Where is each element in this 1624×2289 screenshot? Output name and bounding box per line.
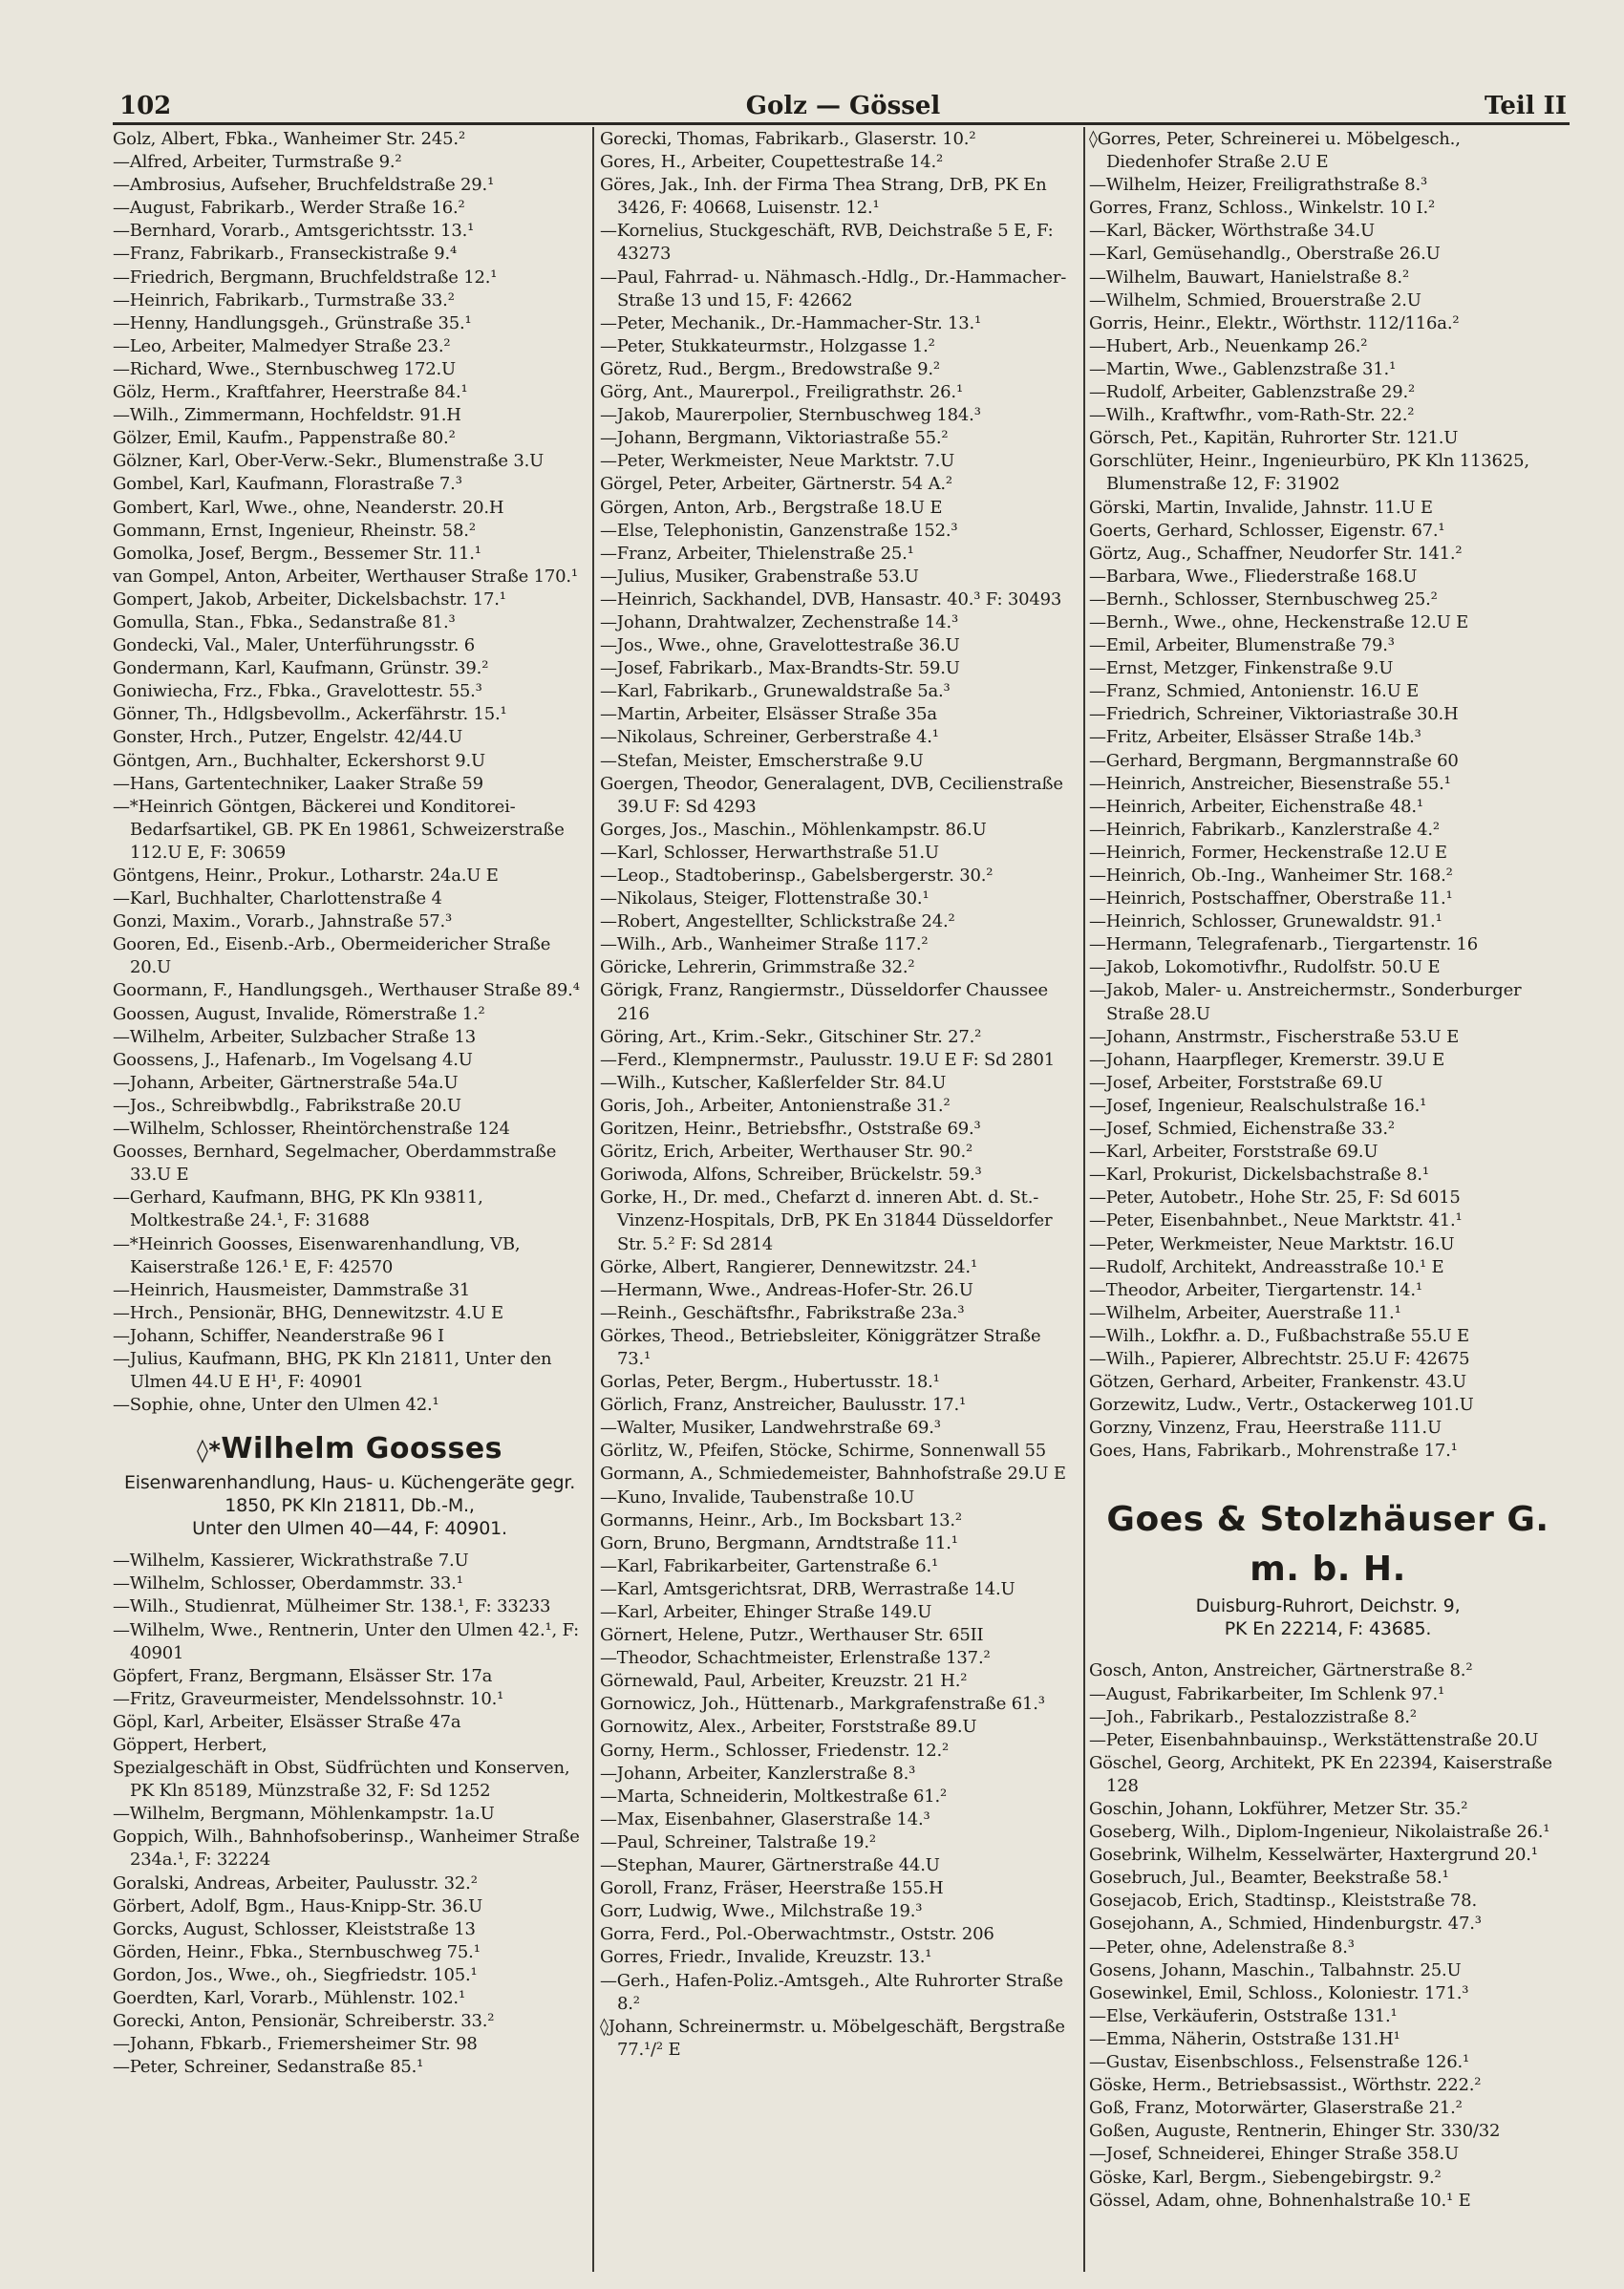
directory-entry: Gorres, Franz, Schloss., Winkelstr. 10 I.² bbox=[1089, 198, 1436, 219]
directory-entry: Gonzi, Maxim., Vorarb., Jahnstraße 57.³ bbox=[113, 911, 452, 932]
directory-entry: —Theodor, Schachtmeister, Erlenstraße 137.² bbox=[600, 1648, 991, 1669]
directory-entry: Göretz, Rud., Bergm., Bredowstraße 9.² bbox=[600, 358, 940, 379]
directory-entry: —Walter, Musiker, Landwehrstraße 69.³ bbox=[600, 1418, 941, 1439]
directory-entry: —Wilh., Studienrat, Mülheimer Str. 138.¹, F: 33233 bbox=[113, 1596, 551, 1617]
directory-entry: —Gustav, Eisenbschloss., Felsenstraße 126.¹ bbox=[1089, 2052, 1469, 2073]
directory-entry: —Peter, Autobetr., Hohe Str. 25, F: Sd 6015 bbox=[1089, 1187, 1461, 1209]
entry-list bbox=[1089, 128, 1567, 1463]
directory-entry: —Karl, Prokurist, Dickelsbachstraße 8.¹ bbox=[1089, 1165, 1429, 1186]
directory-entry: Goseberg, Wilh., Diplom-Ingenieur, Nikolaistraße 26.¹ bbox=[1089, 1822, 1550, 1843]
directory-entry: —Rudolf, Arbeiter, Gablenzstraße 29.² bbox=[1089, 382, 1415, 403]
directory-entry: —Wilh., Kutscher, Kaßlerfelder Str. 84.U bbox=[600, 1072, 947, 1093]
directory-entry: Goormann, F., Handlungsgeh., Werthauser Straße 89.⁴ bbox=[113, 980, 580, 1001]
directory-entry: Goosses, Bernhard, Segelmacher, Oberdammstraße 33.U E bbox=[113, 1142, 557, 1186]
directory-entry: —Wilhelm, Wwe., Rentnerin, Unter den Ulmen 42.¹, F: 40901 bbox=[113, 1619, 580, 1663]
directory-entry: Görigk, Franz, Rangiermstr., Düsseldorfer Chaussee 216 bbox=[600, 980, 1048, 1024]
directory-entry: —Kuno, Invalide, Taubenstraße 10.U bbox=[600, 1487, 915, 1508]
directory-entry: —Johann, Arbeiter, Kanzlerstraße 8.³ bbox=[600, 1763, 916, 1784]
directory-entry: —Wilhelm, Schmied, Brouerstraße 2.U bbox=[1089, 289, 1421, 310]
directory-entry: —Wilhelm, Bauwart, Hanielstraße 8.² bbox=[1089, 267, 1409, 288]
directory-entry: —Josef, Schneiderei, Ehinger Straße 358.U bbox=[1089, 2144, 1459, 2165]
directory-entry: —Marta, Schneiderin, Moltkestraße 61.² bbox=[600, 1786, 948, 1807]
directory-entry: Götzen, Gerhard, Arbeiter, Frankenstr. 43.U bbox=[1089, 1372, 1466, 1393]
directory-entry: Gorr, Ludwig, Wwe., Milchstraße 19.³ bbox=[600, 1901, 923, 1922]
directory-entry: —Wilhelm, Schlosser, Oberdammstr. 33.¹ bbox=[113, 1573, 463, 1594]
directory-entry: Gölz, Herm., Kraftfahrer, Heerstraße 84.¹ bbox=[113, 382, 468, 403]
directory-entry: —Karl, Gemüsehandlg., Oberstraße 26.U bbox=[1089, 244, 1441, 265]
directory-entry: Gorlas, Peter, Bergm., Hubertusstr. 18.¹ bbox=[600, 1372, 940, 1393]
directory-entry: Göricke, Lehrerin, Grimmstraße 32.² bbox=[600, 957, 915, 978]
directory-entry: Görgen, Anton, Arb., Bergstraße 18.U E bbox=[600, 497, 943, 518]
directory-entry: ◊Gorres, Peter, Schreinerei u. Möbelgesch., Diedenhofer Straße 2.U E bbox=[1089, 129, 1461, 173]
directory-entry: Goßen, Auguste, Rentnerin, Ehinger Str. 330/32 bbox=[1089, 2121, 1501, 2142]
directory-column-1 bbox=[113, 128, 587, 2278]
directory-entry: Gormanns, Heinr., Arb., Im Bocksbart 13.² bbox=[600, 1509, 962, 1530]
directory-entry: —Peter, Werkmeister, Neue Marktstr. 7.U bbox=[600, 451, 955, 472]
directory-entry: —*Heinrich Göntgen, Bäckerei und Konditorei-Bedarfsartikel, GB. PK En 19861, Schweizerstraße 112.U E, F: 30659 bbox=[113, 796, 565, 863]
directory-entry: Gorny, Herm., Schlosser, Friedenstr. 12.² bbox=[600, 1740, 950, 1761]
directory-entry: Gommann, Ernst, Ingenieur, Rheinstr. 58.² bbox=[113, 520, 476, 541]
directory-entry: Görke, Albert, Rangierer, Dennewitzstr. 24.¹ bbox=[600, 1256, 977, 1277]
directory-entry: Gompert, Jakob, Arbeiter, Dickelsbachstr. 17.¹ bbox=[113, 588, 506, 610]
directory-entry: Gosejacob, Erich, Stadtinsp., Kleiststraße 78. bbox=[1089, 1891, 1477, 1912]
directory-entry: Göschel, Georg, Architekt, PK En 22394, Kaiserstraße 128 bbox=[1089, 1752, 1552, 1796]
directory-entry: Gorris, Heinr., Elektr., Wörthstr. 112/116a.² bbox=[1089, 312, 1460, 333]
directory-entry: —Heinrich, Ob.-Ing., Wanheimer Str. 168.² bbox=[1089, 866, 1453, 886]
directory-entry: —Wilh., Zimmermann, Hochfeldstr. 91.H bbox=[113, 405, 461, 426]
directory-entry: —Jos., Wwe., ohne, Gravelottestraße 36.U bbox=[600, 635, 960, 656]
directory-entry: Gomulla, Stan., Fbka., Sedanstraße 81.³ bbox=[113, 611, 456, 632]
entry-list bbox=[600, 128, 1078, 2062]
directory-entry: Gornowitz, Alex., Arbeiter, Forststraße 89.U bbox=[600, 1717, 977, 1738]
directory-entry: —Karl, Bäcker, Wörthstraße 34.U bbox=[1089, 221, 1376, 242]
directory-entry: —Kornelius, Stuckgeschäft, RVB, Deichstraße 5 E, F: 43273 bbox=[600, 221, 1054, 265]
header-rule bbox=[113, 122, 1570, 125]
directory-entry: —Josef, Ingenieur, Realschulstraße 16.¹ bbox=[1089, 1095, 1427, 1116]
directory-entry: —Karl, Schlosser, Herwarthstraße 51.U bbox=[600, 842, 939, 863]
directory-entry: Görlich, Franz, Anstreicher, Baulusstr. 17.¹ bbox=[600, 1395, 966, 1416]
directory-entry: Goroll, Franz, Fräser, Heerstraße 155.H bbox=[600, 1878, 944, 1899]
directory-entry: —Ambrosius, Aufseher, Bruchfeldstraße 29.¹ bbox=[113, 175, 495, 196]
directory-entry: —Bernh., Schlosser, Sternbuschweg 25.² bbox=[1089, 588, 1438, 610]
directory-entry: —Ernst, Metzger, Finkenstraße 9.U bbox=[1089, 658, 1394, 679]
directory-entry: Göpfert, Franz, Bergmann, Elsässer Str. 17a bbox=[113, 1665, 493, 1686]
directory-entry: Goppich, Wilh., Bahnhofsoberinsp., Wanheimer Straße 234a.¹, F: 32224 bbox=[113, 1827, 580, 1871]
directory-entry: —Hans, Gartentechniker, Laaker Straße 59 bbox=[113, 773, 483, 794]
directory-entry: —Alfred, Arbeiter, Turmstraße 9.² bbox=[113, 152, 402, 173]
directory-entry: —Richard, Wwe., Sternbuschweg 172.U bbox=[113, 358, 457, 379]
directory-entry: —Barbara, Wwe., Fliederstraße 168.U bbox=[1089, 566, 1418, 587]
directory-entry: Göntgen, Arn., Buchhalter, Eckershorst 9.U bbox=[113, 750, 485, 771]
directory-entry: —Joh., Fabrikarb., Pestalozzistraße 8.² bbox=[1089, 1706, 1417, 1727]
directory-entry: —Hermann, Telegrafenarb., Tiergartenstr. 16 bbox=[1089, 934, 1479, 955]
directory-entry: Göritz, Erich, Arbeiter, Werthauser Str. 90.² bbox=[600, 1142, 972, 1163]
directory-entry: —Leop., Stadtoberinsp., Gabelsbergerstr. 30.² bbox=[600, 866, 994, 886]
directory-entry: —Hermann, Wwe., Andreas-Hofer-Str. 26.U bbox=[600, 1279, 973, 1300]
directory-entry: Goschin, Johann, Lokführer, Metzer Str. 35.² bbox=[1089, 1799, 1468, 1819]
directory-entry: —Gerhard, Kaufmann, BHG, PK Kln 93811, Moltkestraße 24.¹, F: 31688 bbox=[113, 1187, 483, 1231]
ad-name: Goes & Stolzhäuser G. m. b. H. bbox=[1106, 1500, 1549, 1590]
directory-entry: van Gompel, Anton, Arbeiter, Werthauser Straße 170.¹ bbox=[113, 566, 578, 587]
directory-entry: —Hrch., Pensionär, BHG, Dennewitzstr. 4.U E bbox=[113, 1302, 503, 1323]
directory-entry: —Heinrich, Postschaffner, Oberstraße 11.¹ bbox=[1089, 888, 1453, 909]
directory-entry: Gosebrink, Wilhelm, Kesselwärter, Haxtergrund 20.¹ bbox=[1089, 1845, 1538, 1866]
directory-entry: Gosch, Anton, Anstreicher, Gärtnerstraße 8.² bbox=[1089, 1660, 1473, 1681]
directory-entry: Gomolka, Josef, Bergm., Bessemer Str. 11.¹ bbox=[113, 543, 481, 564]
directory-entry: Gombel, Karl, Kaufmann, Florastraße 7.³ bbox=[113, 474, 462, 495]
directory-entry: —Peter, Eisenbahnbauinsp., Werkstättenstraße 20.U bbox=[1089, 1729, 1539, 1750]
directory-entry: Görden, Heinr., Fbka., Sternbuschweg 75.¹ bbox=[113, 1941, 481, 1962]
directory-entry: Golz, Albert, Fbka., Wanheimer Str. 245.² bbox=[113, 129, 465, 149]
directory-entry: —Wilhelm, Heizer, Freiligrathstraße 8.³ bbox=[1089, 175, 1428, 196]
directory-entry: —*Heinrich Goosses, Eisenwarenhandlung, VB, Kaiserstraße 126.¹ E, F: 42570 bbox=[113, 1233, 521, 1277]
page-running-title: Golz — Gössel bbox=[745, 92, 941, 120]
directory-entry: —Karl, Fabrikarb., Grunewaldstraße 5a.³ bbox=[600, 681, 951, 702]
directory-entry: Görkes, Theod., Betriebsleiter, Königgrätzer Straße 73.¹ bbox=[600, 1325, 1041, 1369]
directory-entry: —Wilh., Kraftwfhr., vom-Rath-Str. 22.² bbox=[1089, 405, 1415, 426]
directory-entry: Goossen, August, Invalide, Römerstraße 1.² bbox=[113, 1003, 485, 1024]
directory-entry: —Josef, Arbeiter, Forststraße 69.U bbox=[1089, 1072, 1383, 1093]
directory-entry: Göske, Herm., Betriebsassist., Wörthstr. 222.² bbox=[1089, 2075, 1482, 2096]
directory-entry: —Robert, Angestellter, Schlickstraße 24.² bbox=[600, 911, 955, 932]
directory-entry: —Heinrich, Arbeiter, Eichenstraße 48.¹ bbox=[1089, 796, 1423, 817]
directory-entry: Gormann, A., Schmiedemeister, Bahnhofstraße 29.U E bbox=[600, 1464, 1066, 1485]
directory-entry: —Friedrich, Schreiner, Viktoriastraße 30.H bbox=[1089, 704, 1459, 725]
directory-entry: —Heinrich, Schlosser, Grunewaldstr. 91.¹ bbox=[1089, 911, 1442, 932]
directory-entry: Goralski, Andreas, Arbeiter, Paulusstr. 32.² bbox=[113, 1872, 478, 1893]
directory-entry: Gorke, H., Dr. med., Chefarzt d. inneren Abt. d. St.-Vinzenz-Hospitals, DrB, PK En 31844 Düsseldorfer Str. 5.² F: Sd 2814 bbox=[600, 1187, 1053, 1254]
directory-entry: Goß, Franz, Motorwärter, Glaserstraße 21.² bbox=[1089, 2098, 1463, 2119]
page-number: 102 bbox=[119, 92, 172, 120]
ad-line: Eisenwarenhandlung, Haus- u. Küchengeräte gegr. 1850, PK Kln 21811, Db.-M., bbox=[123, 1472, 576, 1517]
ad-name: ◊*Wilhelm Goosses bbox=[196, 1432, 503, 1466]
directory-entry: —Wilhelm, Arbeiter, Auerstraße 11.¹ bbox=[1089, 1302, 1401, 1323]
directory-entry: —Ferd., Klempnermstr., Paulusstr. 19.U E F: Sd 2801 bbox=[600, 1049, 1056, 1070]
directory-entry: —Wilhelm, Schlosser, Rheintörchenstraße 124 bbox=[113, 1119, 510, 1140]
directory-column-2 bbox=[600, 128, 1078, 2278]
directory-entry: Görbert, Adolf, Bgm., Haus-Knipp-Str. 36.U bbox=[113, 1895, 483, 1916]
directory-entry: —Leo, Arbeiter, Malmedyer Straße 23.² bbox=[113, 335, 451, 356]
directory-entry: —Hubert, Arb., Neuenkamp 26.² bbox=[1089, 335, 1368, 356]
directory-entry: —Karl, Arbeiter, Forststraße 69.U bbox=[1089, 1142, 1378, 1163]
directory-entry: Gössel, Adam, ohne, Bohnenhalstraße 10.¹ E bbox=[1089, 2190, 1471, 2211]
directory-entry: —Peter, Schreiner, Sedanstraße 85.¹ bbox=[113, 2057, 424, 2078]
directory-entry: —Emma, Näherin, Oststraße 131.H¹ bbox=[1089, 2028, 1400, 2049]
directory-entry: —Theodor, Arbeiter, Tiergartenstr. 14.¹ bbox=[1089, 1279, 1422, 1300]
directory-entry: —Peter, ohne, Adelenstraße 8.³ bbox=[1089, 1936, 1355, 1957]
directory-entry: —Johann, Bergmann, Viktoriastraße 55.² bbox=[600, 428, 949, 449]
column-divider bbox=[1083, 127, 1085, 2272]
advertisement-wilhelm-goosses bbox=[113, 1428, 587, 1540]
directory-entry: Görski, Martin, Invalide, Jahnstr. 11.U E bbox=[1089, 497, 1433, 518]
directory-entry: —Karl, Fabrikarbeiter, Gartenstraße 6.¹ bbox=[600, 1555, 938, 1576]
ad-line: PK En 22214, F: 43685. bbox=[1224, 1618, 1432, 1640]
directory-entry: Göres, Jak., Inh. der Firma Thea Strang, DrB, PK En 3426, F: 40668, Luisenstr. 12.¹ bbox=[600, 175, 1047, 219]
directory-entry: —Jakob, Maler- u. Anstreichermstr., Sonderburger Straße 28.U bbox=[1089, 980, 1522, 1024]
directory-entry: Goes, Hans, Fabrikarb., Mohrenstraße 17.¹ bbox=[1089, 1441, 1458, 1462]
directory-entry: Goriwoda, Alfons, Schreiber, Brückelstr. 59.³ bbox=[600, 1165, 982, 1186]
directory-entry: —Wilh., Papierer, Albrechtstr. 25.U F: 42675 bbox=[1089, 1348, 1470, 1369]
directory-entry: —Heinrich, Former, Heckenstraße 12.U E bbox=[1089, 842, 1447, 863]
directory-entry: Görgel, Peter, Arbeiter, Gärtnerstr. 54 A.² bbox=[600, 474, 952, 495]
directory-entry: —Josef, Schmied, Eichenstraße 33.² bbox=[1089, 1119, 1395, 1140]
directory-entry: —Wilhelm, Arbeiter, Sulzbacher Straße 13 bbox=[113, 1026, 476, 1047]
directory-entry: Görnert, Helene, Putzr., Werthauser Str. 65II bbox=[600, 1625, 984, 1646]
directory-entry: —Karl, Arbeiter, Ehinger Straße 149.U bbox=[600, 1602, 932, 1622]
directory-entry: —Jos., Schreibwbdlg., Fabrikstraße 20.U bbox=[113, 1095, 461, 1116]
directory-entry: —Karl, Buchhalter, Charlottenstraße 4 bbox=[113, 888, 442, 909]
ad-line: Unter den Ulmen 40—44, F: 40901. bbox=[192, 1518, 507, 1540]
directory-entry: Gosejohann, A., Schmied, Hindenburgstr. 47.³ bbox=[1089, 1914, 1482, 1935]
directory-entry: ◊Johann, Schreinermstr. u. Möbelgeschäft, Bergstraße 77.¹/² E bbox=[600, 2016, 1065, 2060]
directory-entry: Gordon, Jos., Wwe., oh., Siegfriedstr. 105.¹ bbox=[113, 1964, 478, 1985]
directory-entry: —Wilhelm, Bergmann, Möhlenkampstr. 1a.U bbox=[113, 1804, 495, 1825]
directory-entry: Goris, Joh., Arbeiter, Antonienstraße 31.² bbox=[600, 1095, 951, 1116]
directory-entry: Görtz, Aug., Schaffner, Neudorfer Str. 141.² bbox=[1089, 543, 1463, 564]
ad-mark: ◊* bbox=[196, 1437, 222, 1465]
directory-entry: —Heinrich, Sackhandel, DVB, Hansastr. 40.³ F: 30493 bbox=[600, 588, 1062, 610]
directory-entry: —Paul, Fahrrad- u. Nähmasch.-Hdlg., Dr.-Hammacher-Straße 13 und 15, F: 42662 bbox=[600, 267, 1067, 310]
directory-entry: Goerts, Gerhard, Schlosser, Eigenstr. 67.¹ bbox=[1089, 520, 1445, 541]
directory-entry: —Reinh., Geschäftsfhr., Fabrikstraße 23a.³ bbox=[600, 1302, 965, 1323]
directory-entry: —Franz, Fabrikarb., Franseckistraße 9.⁴ bbox=[113, 244, 458, 265]
directory-entry: —Wilh., Arb., Wanheimer Straße 117.² bbox=[600, 934, 929, 955]
directory-entry: Gooren, Ed., Eisenb.-Arb., Obermeidericher Straße 20.U bbox=[113, 934, 551, 978]
directory-entry: —Heinrich, Fabrikarb., Turmstraße 33.² bbox=[113, 289, 455, 310]
directory-entry: Goergen, Theodor, Generalagent, DVB, Cecilienstraße 39.U F: Sd 4293 bbox=[600, 773, 1063, 817]
directory-entry: —Else, Verkäuferin, Oststraße 131.¹ bbox=[1089, 2005, 1398, 2026]
directory-entry: —Wilhelm, Kassierer, Wickrathstraße 7.U bbox=[113, 1551, 469, 1572]
directory-entry: Gombert, Karl, Wwe., ohne, Neanderstr. 20.H bbox=[113, 497, 504, 518]
entry-list bbox=[113, 1550, 587, 2079]
directory-entry: —Julius, Kaufmann, BHG, PK Kln 21811, Unter den Ulmen 44.U E H¹, F: 40901 bbox=[113, 1348, 552, 1393]
directory-entry: —Heinrich, Anstreicher, Biesenstraße 55.¹ bbox=[1089, 773, 1451, 794]
directory-entry: Gorn, Bruno, Bergmann, Arndtstraße 11.¹ bbox=[600, 1532, 958, 1553]
directory-entry: —Jakob, Maurerpolier, Sternbuschweg 184.³ bbox=[600, 405, 981, 426]
directory-entry: Gönner, Th., Hdlgsbevollm., Ackerfährstr. 15.¹ bbox=[113, 704, 507, 725]
directory-entry: Gorzny, Vinzenz, Frau, Heerstraße 111.U bbox=[1089, 1418, 1442, 1439]
directory-entry: —Gerhard, Bergmann, Bergmannstraße 60 bbox=[1089, 750, 1459, 771]
directory-entry: —Karl, Amtsgerichtsrat, DRB, Werrastraße 14.U bbox=[600, 1578, 1015, 1599]
directory-entry: Görg, Ant., Maurerpol., Freiligrathstr. 26.¹ bbox=[600, 382, 963, 403]
directory-entry: Gölzer, Emil, Kaufm., Pappenstraße 80.² bbox=[113, 428, 456, 449]
directory-entry: Goossens, J., Hafenarb., Im Vogelsang 4.U bbox=[113, 1049, 473, 1070]
entry-list bbox=[1089, 1659, 1567, 2212]
directory-entry: —Gerh., Hafen-Poliz.-Amtsgeh., Alte Ruhrorter Straße 8.² bbox=[600, 1970, 1063, 2014]
directory-entry: —Martin, Wwe., Gablenzstraße 31.¹ bbox=[1089, 358, 1397, 379]
directory-entry: —Johann, Anstrmstr., Fischerstraße 53.U E bbox=[1089, 1026, 1460, 1047]
directory-entry: —Stephan, Maurer, Gärtnerstraße 44.U bbox=[600, 1855, 940, 1876]
directory-entry: Göske, Karl, Bergm., Siebengebirgstr. 9.² bbox=[1089, 2167, 1442, 2188]
directory-column-3 bbox=[1089, 128, 1567, 2278]
directory-entry: —Rudolf, Architekt, Andreasstraße 10.¹ E bbox=[1089, 1256, 1444, 1277]
directory-entry: —Heinrich, Hausmeister, Dammstraße 31 bbox=[113, 1279, 471, 1300]
directory-entry: —Johann, Arbeiter, Gärtnerstraße 54a.U bbox=[113, 1072, 459, 1093]
directory-entry: Gornowicz, Joh., Hüttenarb., Markgrafenstraße 61.³ bbox=[600, 1694, 1045, 1715]
directory-entry: —Max, Eisenbahner, Glaserstraße 14.³ bbox=[600, 1808, 930, 1829]
entry-list bbox=[113, 128, 587, 1417]
directory-entry: Goritzen, Heinr., Betriebsfhr., Oststraße 69.³ bbox=[600, 1119, 981, 1140]
directory-entry: Gores, H., Arbeiter, Coupettestraße 14.² bbox=[600, 152, 944, 173]
directory-entry: Gorcks, August, Schlosser, Kleiststraße 13 bbox=[113, 1918, 476, 1939]
directory-entry: Gorecki, Thomas, Fabrikarb., Glaserstr. 10.² bbox=[600, 129, 976, 149]
directory-entry: —Jakob, Lokomotivfhr., Rudolfstr. 50.U E bbox=[1089, 957, 1441, 978]
ad-line: Duisburg-Ruhrort, Deichstr. 9, bbox=[1195, 1595, 1461, 1617]
directory-entry: Gosewinkel, Emil, Schloss., Koloniestr. 171.³ bbox=[1089, 1982, 1469, 2003]
directory-entry: —Fritz, Graveurmeister, Mendelssohnstr. 10.¹ bbox=[113, 1688, 504, 1709]
directory-entry: —Johann, Fbkarb., Friemersheimer Str. 98 bbox=[113, 2034, 478, 2055]
directory-entry: Gosebruch, Jul., Beamter, Beekstraße 58.¹ bbox=[1089, 1868, 1449, 1889]
part-label: Teil II bbox=[1484, 92, 1567, 120]
directory-entry: —Henny, Handlungsgeh., Grünstraße 35.¹ bbox=[113, 312, 472, 333]
directory-entry: Gondermann, Karl, Kaufmann, Grünstr. 39.² bbox=[113, 658, 489, 679]
directory-entry: —Peter, Stukkateurmstr., Holzgasse 1.² bbox=[600, 335, 935, 356]
directory-entry: —Peter, Eisenbahnbet., Neue Marktstr. 41.¹ bbox=[1089, 1210, 1463, 1231]
directory-entry: —Else, Telephonistin, Ganzenstraße 152.³ bbox=[600, 520, 958, 541]
directory-entry: —Julius, Musiker, Grabenstraße 53.U bbox=[600, 566, 919, 587]
directory-entry: Gorschlüter, Heinr., Ingenieurbüro, PK Kln 113625, Blumenstraße 12, F: 31902 bbox=[1089, 451, 1529, 495]
directory-entry: Gonster, Hrch., Putzer, Engelstr. 42/44.U bbox=[113, 727, 463, 748]
directory-entry: —Peter, Werkmeister, Neue Marktstr. 16.U bbox=[1089, 1233, 1455, 1254]
directory-entry: —Heinrich, Fabrikarb., Kanzlerstraße 4.² bbox=[1089, 819, 1440, 840]
directory-entry: —Friedrich, Bergmann, Bruchfeldstraße 12.¹ bbox=[113, 267, 498, 288]
directory-entry: Görlitz, W., Pfeifen, Stöcke, Schirme, Sonnenwall 55 bbox=[600, 1441, 1047, 1462]
directory-entry: Gorecki, Anton, Pensionär, Schreiberstr. 33.² bbox=[113, 2011, 495, 2032]
directory-entry: —Nikolaus, Steiger, Flottenstraße 30.¹ bbox=[600, 888, 930, 909]
directory-entry: Spezialgeschäft in Obst, Südfrüchten und Konserven, PK Kln 85189, Münzstraße 32, F: Sd 1252 bbox=[113, 1758, 570, 1802]
directory-entry: —Johann, Haarpfleger, Kremerstr. 39.U E bbox=[1089, 1049, 1445, 1070]
directory-entry: Göntgens, Heinr., Prokur., Lotharstr. 24a.U E bbox=[113, 866, 499, 886]
directory-entry: Gondecki, Val., Maler, Unterführungsstr. 6 bbox=[113, 635, 476, 656]
directory-entry: —Sophie, ohne, Unter den Ulmen 42.¹ bbox=[113, 1395, 439, 1416]
directory-entry: —Johann, Drahtwalzer, Zechenstraße 14.³ bbox=[600, 611, 959, 632]
directory-entry: —Johann, Schiffer, Neanderstraße 96 I bbox=[113, 1325, 444, 1346]
directory-entry: —Wilh., Lokfhr. a. D., Fußbachstraße 55.U E bbox=[1089, 1325, 1469, 1346]
page-header bbox=[119, 88, 1567, 124]
column-divider bbox=[592, 127, 594, 2272]
directory-entry: Göring, Art., Krim.-Sekr., Gitschiner Str. 27.² bbox=[600, 1026, 982, 1047]
directory-entry: —Nikolaus, Schreiner, Gerberstraße 4.¹ bbox=[600, 727, 939, 748]
directory-entry: —Josef, Fabrikarb., Max-Brandts-Str. 59.U bbox=[600, 658, 960, 679]
directory-entry: Görsch, Pet., Kapitän, Ruhrorter Str. 121.U bbox=[1089, 428, 1459, 449]
directory-entry: —Fritz, Arbeiter, Elsässer Straße 14b.³ bbox=[1089, 727, 1421, 748]
directory-entry: Gölzner, Karl, Ober-Verw.-Sekr., Blumenstraße 3.U bbox=[113, 451, 545, 472]
directory-entry: —Emil, Arbeiter, Blumenstraße 79.³ bbox=[1089, 635, 1395, 656]
directory-entry: Gosens, Johann, Maschin., Talbahnstr. 25.U bbox=[1089, 1959, 1462, 1980]
directory-entry: —Stefan, Meister, Emscherstraße 9.U bbox=[600, 750, 924, 771]
directory-entry: —Peter, Mechanik., Dr.-Hammacher-Str. 13.¹ bbox=[600, 312, 982, 333]
directory-entry: Göpl, Karl, Arbeiter, Elsässer Straße 47a bbox=[113, 1711, 461, 1732]
directory-entry: Görnewald, Paul, Arbeiter, Kreuzstr. 21 H.² bbox=[600, 1671, 968, 1692]
directory-entry: —Martin, Arbeiter, Elsässer Straße 35a bbox=[600, 704, 937, 725]
directory-entry: —Bernh., Wwe., ohne, Heckenstraße 12.U E bbox=[1089, 611, 1469, 632]
directory-entry: —Bernhard, Vorarb., Amtsgerichtsstr. 13.¹ bbox=[113, 221, 475, 242]
directory-entry: Gorges, Jos., Maschin., Möhlenkampstr. 86.U bbox=[600, 819, 987, 840]
directory-entry: Gorres, Friedr., Invalide, Kreuzstr. 13.¹ bbox=[600, 1947, 932, 1968]
directory-entry: Goerdten, Karl, Vorarb., Mühlenstr. 102.¹ bbox=[113, 1988, 465, 2009]
directory-entry: Gorzewitz, Ludw., Vertr., Ostackerweg 101.U bbox=[1089, 1395, 1474, 1416]
directory-entry: Göppert, Herbert, bbox=[113, 1735, 267, 1755]
advertisement-goes-stolzhaeuser bbox=[1089, 1495, 1567, 1640]
directory-entry: —Franz, Arbeiter, Thielenstraße 25.¹ bbox=[600, 543, 914, 564]
directory-entry: Goniwiecha, Frz., Fbka., Gravelottestr. 55.³ bbox=[113, 681, 482, 702]
directory-entry: —August, Fabrikarb., Werder Straße 16.² bbox=[113, 198, 465, 219]
directory-entry: —August, Fabrikarbeiter, Im Schlenk 97.¹ bbox=[1089, 1683, 1445, 1704]
directory-entry: —Franz, Schmied, Antonienstr. 16.U E bbox=[1089, 681, 1420, 702]
directory-entry: —Paul, Schreiner, Talstraße 19.² bbox=[600, 1831, 876, 1852]
directory-entry: Gorra, Ferd., Pol.-Oberwachtmstr., Oststr. 206 bbox=[600, 1924, 994, 1945]
